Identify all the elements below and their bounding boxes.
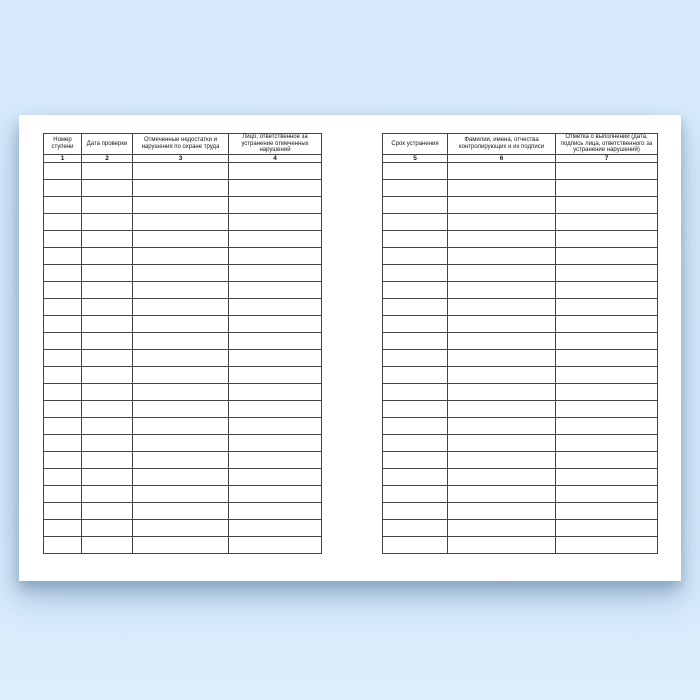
inspection-table-right-page: [382, 133, 658, 554]
header-row: [383, 134, 658, 155]
empty-cell: [82, 536, 133, 553]
empty-cell: [133, 417, 229, 434]
empty-cell: [448, 400, 556, 417]
table-row: [383, 451, 658, 468]
empty-cell: [44, 451, 82, 468]
empty-cell: [556, 162, 658, 179]
empty-cell: [82, 468, 133, 485]
table-row: [383, 230, 658, 247]
empty-cell: [133, 400, 229, 417]
empty-cell: [448, 417, 556, 434]
empty-cell: [383, 179, 448, 196]
empty-cell: [44, 434, 82, 451]
table-row: [383, 298, 658, 315]
empty-cell: [556, 213, 658, 230]
empty-cell: [383, 162, 448, 179]
empty-cell: [556, 485, 658, 502]
empty-cell: [82, 485, 133, 502]
table-row: [44, 213, 322, 230]
empty-cell: [383, 366, 448, 383]
empty-cell: [556, 349, 658, 366]
empty-cell: [82, 451, 133, 468]
table-row: [44, 417, 322, 434]
table-row: [383, 383, 658, 400]
empty-cell: [556, 536, 658, 553]
table-row: [383, 536, 658, 553]
empty-cell: [383, 315, 448, 332]
table-row: [383, 519, 658, 536]
empty-cell: [82, 349, 133, 366]
empty-cell: [229, 400, 322, 417]
empty-cell: [448, 247, 556, 264]
empty-cell: [448, 366, 556, 383]
empty-cell: [82, 519, 133, 536]
empty-cell: [229, 196, 322, 213]
empty-cell: [448, 332, 556, 349]
table-row: [44, 332, 322, 349]
empty-cell: [383, 281, 448, 298]
empty-cell: [556, 230, 658, 247]
table-row: [44, 247, 322, 264]
empty-cell: [556, 400, 658, 417]
empty-cell: [44, 196, 82, 213]
column-number: 3: [133, 154, 229, 162]
table-row: [44, 451, 322, 468]
empty-cell: [44, 485, 82, 502]
empty-cell: [556, 383, 658, 400]
empty-cell: [82, 264, 133, 281]
table-row: [44, 162, 322, 179]
empty-cell: [229, 349, 322, 366]
empty-cell: [82, 213, 133, 230]
empty-cell: [229, 315, 322, 332]
empty-cell: [383, 230, 448, 247]
empty-cell: [383, 519, 448, 536]
empty-cell: [82, 417, 133, 434]
empty-cell: [229, 264, 322, 281]
table-row: [44, 519, 322, 536]
empty-cell: [229, 332, 322, 349]
empty-cell: [133, 434, 229, 451]
empty-cell: [448, 502, 556, 519]
empty-cell: [82, 315, 133, 332]
table-row: [44, 366, 322, 383]
empty-cell: [556, 332, 658, 349]
empty-cell: [448, 264, 556, 281]
empty-cell: [133, 247, 229, 264]
empty-cell: [133, 519, 229, 536]
empty-cell: [556, 366, 658, 383]
empty-cell: [229, 468, 322, 485]
empty-cell: [448, 519, 556, 536]
empty-cell: [133, 298, 229, 315]
column-number-row: [44, 154, 322, 162]
table-row: [383, 264, 658, 281]
empty-cell: [229, 213, 322, 230]
empty-cell: [133, 213, 229, 230]
table-row: [44, 196, 322, 213]
empty-cell: [383, 434, 448, 451]
empty-cell: [133, 366, 229, 383]
empty-cell: [44, 366, 82, 383]
table-row: [383, 315, 658, 332]
table-row: [44, 179, 322, 196]
empty-cell: [229, 519, 322, 536]
table-row: [44, 281, 322, 298]
table-row: [44, 383, 322, 400]
empty-cell: [44, 417, 82, 434]
empty-cell: [44, 315, 82, 332]
empty-cell: [44, 332, 82, 349]
empty-cell: [556, 451, 658, 468]
empty-cell: [133, 485, 229, 502]
empty-rows-body: [44, 162, 322, 553]
empty-cell: [133, 502, 229, 519]
empty-cell: [44, 519, 82, 536]
empty-cell: [448, 230, 556, 247]
empty-cell: [383, 298, 448, 315]
empty-cell: [133, 281, 229, 298]
table-row: [44, 502, 322, 519]
empty-cell: [383, 196, 448, 213]
empty-cell: [383, 417, 448, 434]
table-row: [383, 349, 658, 366]
empty-cell: [82, 298, 133, 315]
journal-spread-sheet: [19, 115, 681, 581]
table-row: [383, 247, 658, 264]
empty-rows-body: [383, 162, 658, 553]
empty-cell: [556, 519, 658, 536]
column-number: 4: [229, 154, 322, 162]
table-row: [383, 162, 658, 179]
column-header-step-number: Номер ступени: [44, 134, 82, 155]
column-header-controllers: Фамилии, имена, отчества контролирующих и их подписи: [448, 134, 556, 155]
empty-cell: [229, 247, 322, 264]
table-row: [383, 502, 658, 519]
empty-cell: [44, 468, 82, 485]
empty-cell: [229, 162, 322, 179]
table-row: [383, 400, 658, 417]
empty-cell: [383, 264, 448, 281]
empty-cell: [229, 434, 322, 451]
column-header-completion-mark: Отметка о выполнении (дата, подпись лица, ответственного за устранение нарушений): [556, 134, 658, 155]
table-row: [383, 196, 658, 213]
column-header-responsible: Лицо, ответственное за устранение отмеченных нарушений: [229, 134, 322, 155]
empty-cell: [448, 451, 556, 468]
table-row: [44, 315, 322, 332]
empty-cell: [383, 213, 448, 230]
empty-cell: [448, 162, 556, 179]
empty-cell: [133, 349, 229, 366]
empty-cell: [82, 230, 133, 247]
empty-cell: [82, 247, 133, 264]
table-row: [383, 485, 658, 502]
empty-cell: [448, 213, 556, 230]
empty-cell: [448, 315, 556, 332]
header-row: [44, 134, 322, 155]
column-header-violations: Отмеченные недостатки и нарушения по охране труда: [133, 134, 229, 155]
empty-cell: [44, 298, 82, 315]
empty-cell: [229, 383, 322, 400]
empty-cell: [133, 315, 229, 332]
column-header-deadline: Срок устранения: [383, 134, 448, 155]
empty-cell: [44, 536, 82, 553]
empty-cell: [82, 179, 133, 196]
empty-cell: [556, 281, 658, 298]
column-number: 6: [448, 154, 556, 162]
table-row: [383, 366, 658, 383]
table-row: [44, 536, 322, 553]
empty-cell: [44, 400, 82, 417]
empty-cell: [448, 179, 556, 196]
empty-cell: [448, 349, 556, 366]
column-number-row: [383, 154, 658, 162]
empty-cell: [44, 162, 82, 179]
table-row: [383, 179, 658, 196]
empty-cell: [448, 281, 556, 298]
empty-cell: [133, 468, 229, 485]
empty-cell: [82, 332, 133, 349]
empty-cell: [556, 247, 658, 264]
column-number: 5: [383, 154, 448, 162]
empty-cell: [133, 332, 229, 349]
empty-cell: [556, 298, 658, 315]
empty-cell: [556, 196, 658, 213]
empty-cell: [133, 264, 229, 281]
table-row: [44, 349, 322, 366]
empty-cell: [44, 264, 82, 281]
empty-cell: [44, 230, 82, 247]
empty-cell: [44, 179, 82, 196]
empty-cell: [44, 502, 82, 519]
empty-cell: [133, 536, 229, 553]
empty-cell: [383, 451, 448, 468]
empty-cell: [448, 383, 556, 400]
table-row: [44, 434, 322, 451]
empty-cell: [448, 434, 556, 451]
empty-cell: [133, 230, 229, 247]
table-row: [44, 400, 322, 417]
column-number: 1: [44, 154, 82, 162]
empty-cell: [133, 179, 229, 196]
empty-cell: [82, 366, 133, 383]
column-header-check-date: Дата проверки: [82, 134, 133, 155]
empty-cell: [229, 298, 322, 315]
empty-cell: [448, 196, 556, 213]
table-row: [44, 264, 322, 281]
empty-cell: [383, 485, 448, 502]
empty-cell: [229, 536, 322, 553]
empty-cell: [229, 451, 322, 468]
inspection-table-left-page: [43, 133, 322, 554]
empty-cell: [556, 417, 658, 434]
empty-cell: [44, 281, 82, 298]
column-number: 7: [556, 154, 658, 162]
empty-cell: [82, 162, 133, 179]
empty-cell: [44, 247, 82, 264]
empty-cell: [82, 196, 133, 213]
table-row: [383, 434, 658, 451]
table-row: [383, 417, 658, 434]
empty-cell: [82, 281, 133, 298]
empty-cell: [448, 485, 556, 502]
empty-cell: [82, 502, 133, 519]
empty-cell: [448, 536, 556, 553]
empty-cell: [556, 468, 658, 485]
empty-cell: [383, 332, 448, 349]
empty-cell: [556, 315, 658, 332]
empty-cell: [229, 502, 322, 519]
empty-cell: [556, 179, 658, 196]
empty-cell: [556, 502, 658, 519]
empty-cell: [229, 366, 322, 383]
empty-cell: [44, 383, 82, 400]
empty-cell: [44, 213, 82, 230]
column-number: 2: [82, 154, 133, 162]
table-row: [383, 332, 658, 349]
empty-cell: [82, 400, 133, 417]
empty-cell: [448, 298, 556, 315]
empty-cell: [133, 162, 229, 179]
empty-cell: [229, 281, 322, 298]
table-row: [383, 281, 658, 298]
table-row: [44, 298, 322, 315]
empty-cell: [383, 247, 448, 264]
table-row: [44, 485, 322, 502]
empty-cell: [556, 434, 658, 451]
empty-cell: [229, 485, 322, 502]
empty-cell: [82, 434, 133, 451]
table-row: [44, 468, 322, 485]
table-row: [44, 230, 322, 247]
empty-cell: [229, 417, 322, 434]
empty-cell: [133, 451, 229, 468]
empty-cell: [383, 536, 448, 553]
empty-cell: [229, 179, 322, 196]
empty-cell: [556, 264, 658, 281]
table-row: [383, 468, 658, 485]
empty-cell: [448, 468, 556, 485]
empty-cell: [229, 230, 322, 247]
empty-cell: [133, 196, 229, 213]
table-row: [383, 213, 658, 230]
empty-cell: [82, 383, 133, 400]
empty-cell: [383, 349, 448, 366]
empty-cell: [133, 383, 229, 400]
empty-cell: [383, 383, 448, 400]
empty-cell: [44, 349, 82, 366]
empty-cell: [383, 468, 448, 485]
empty-cell: [383, 400, 448, 417]
empty-cell: [383, 502, 448, 519]
